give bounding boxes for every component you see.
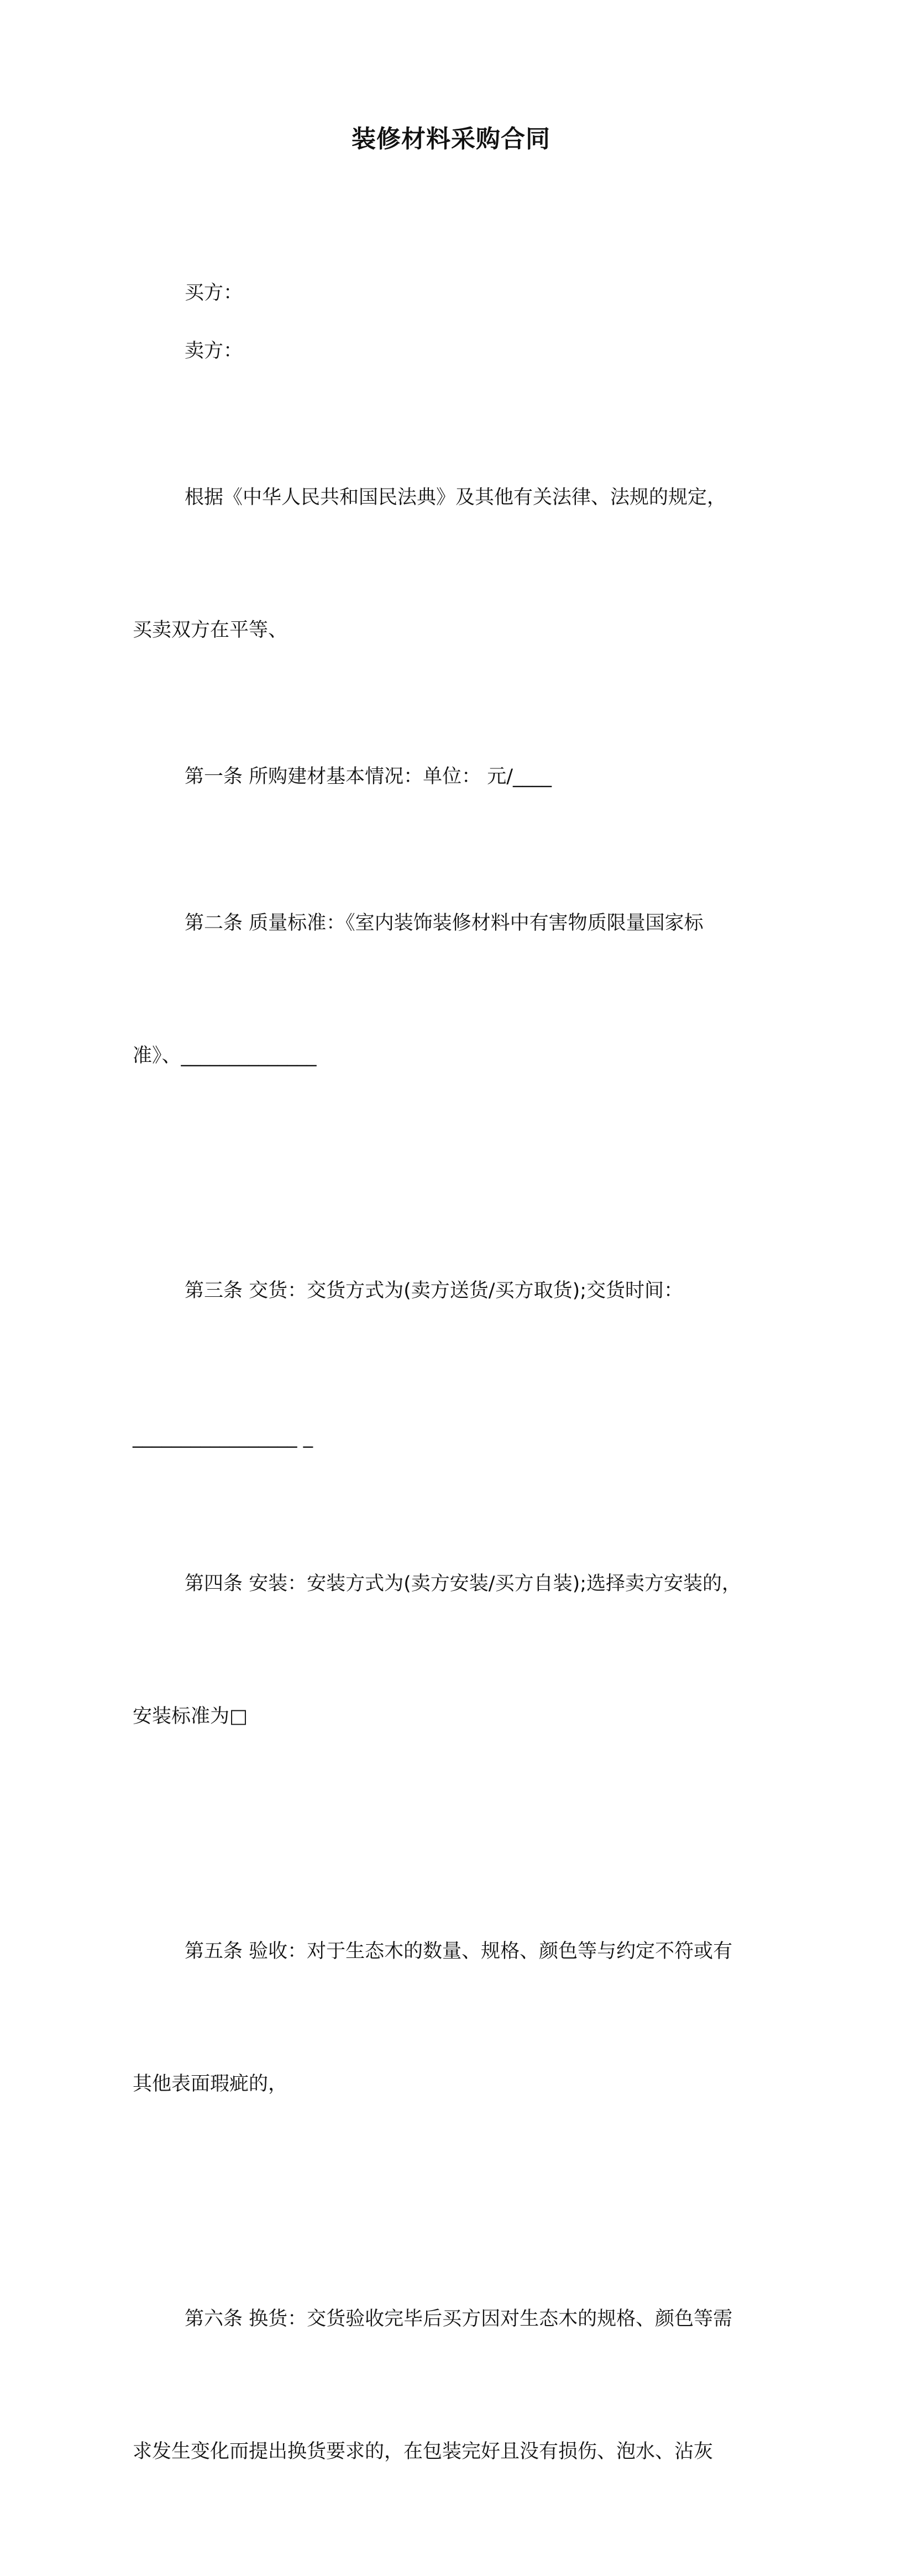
- intro-line-2: 买卖双方在平等、: [133, 619, 288, 641]
- article-6-line-1: 第六条 换货：交货验收完毕后买方因对生态木的规格、颜色等需: [185, 2308, 733, 2330]
- article-5-line-1: 第五条 验收：对于生态木的数量、规格、颜色等与约定不符或有: [185, 1940, 733, 1962]
- buyer-line: 买方：: [185, 282, 243, 304]
- article-3-line-1: 第三条 交货：交货方式为(卖方送货/买方取货);交货时间：: [185, 1280, 684, 1302]
- article-5-line-2: 其他表面瑕疵的，: [133, 2073, 288, 2095]
- contract-body: [133, 271, 774, 2576]
- intro-line-1: 根据《中华人民共和国民法典》及其他有关法律、法规的规定，: [185, 486, 727, 509]
- article-4-line-1: 第四条 安装：安装方式为(卖方安装/买方自装);选择卖方安装的，: [185, 1573, 742, 1595]
- article-2-line-2: 准》、______________: [133, 1045, 317, 1067]
- article-2: [133, 813, 774, 1166]
- intro-paragraph: [133, 387, 774, 741]
- article-2-line-1: 第二条 质量标准：《室内装饰装修材料中有害物质限量国家标: [185, 912, 704, 934]
- article-3-blank: _________________ _: [133, 1426, 313, 1448]
- article-3: [133, 1180, 774, 1401]
- article-1: 第一条 所购建材基本情况：单位： 元/____: [185, 766, 552, 788]
- article-5: [133, 1841, 774, 2195]
- seller-line: 卖方：: [185, 340, 243, 362]
- article-6-line-2: 求发生变化而提出换货要求的，在包装完好且没有损伤、泡水、沾灰: [133, 2441, 714, 2463]
- article-4-line-2: 安装标准为□: [133, 1705, 248, 1727]
- article-4: [133, 1473, 774, 1827]
- article-6: [133, 2208, 774, 2562]
- document-title: 装修材料采购合同: [352, 125, 550, 153]
